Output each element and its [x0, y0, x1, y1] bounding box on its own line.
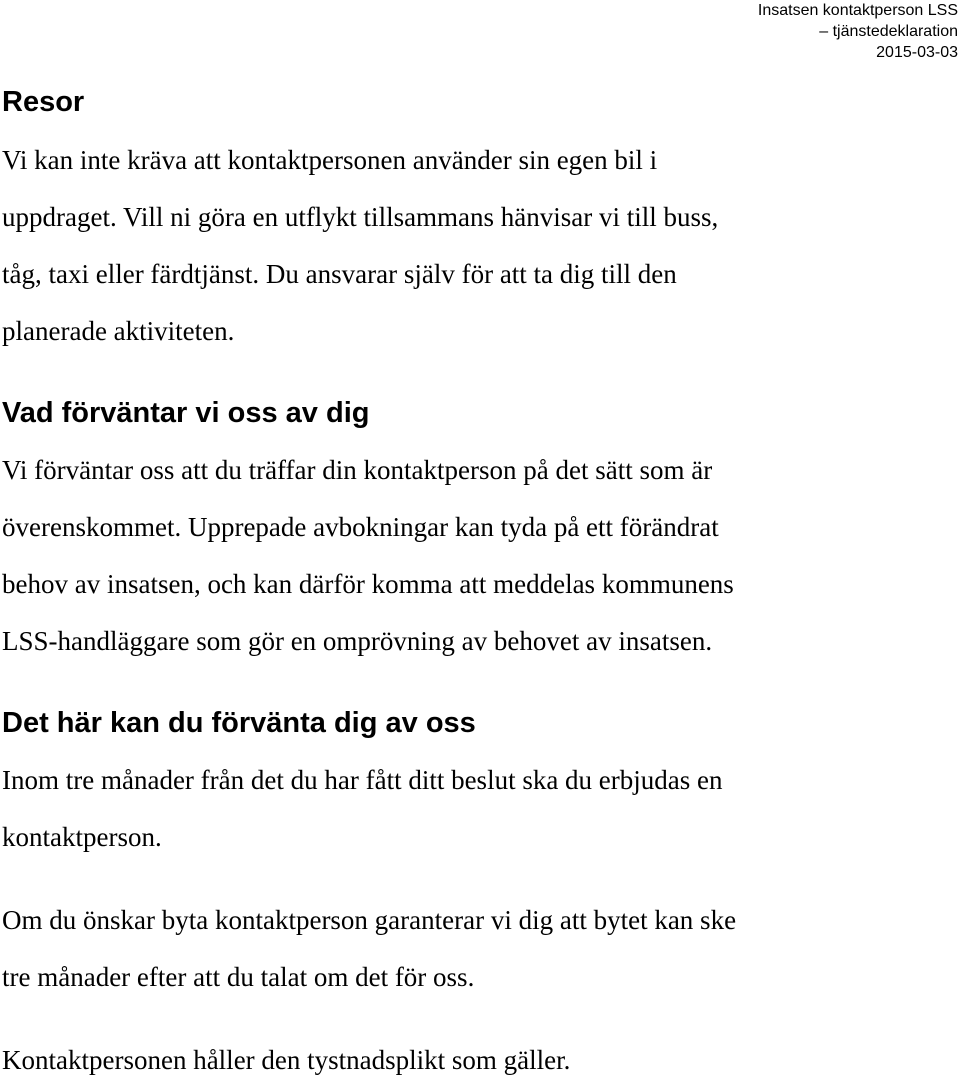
header-subtitle: – tjänstedeklaration	[819, 23, 958, 40]
section-heading-expectations-of-us: Det här kan du förvänta dig av oss	[2, 707, 476, 739]
text-line: Inom tre månader från det du har fått ditt beslut ska du erbjudas en	[2, 765, 723, 795]
text-line: överenskommet. Upprepade avbokningar kan tyda på ett förändrat	[2, 512, 719, 542]
paragraph-confidentiality	[2, 1032, 570, 1089]
text-line: Om du önskar byta kontaktperson garanterar vi dig att bytet kan ske	[2, 905, 737, 935]
document-header	[758, 0, 958, 63]
paragraph-resor	[2, 132, 718, 360]
paragraph-change-contact	[2, 892, 736, 1006]
header-title: Insatsen kontaktperson LSS	[757, 2, 958, 19]
section-heading-resor: Resor	[2, 86, 85, 118]
paragraph-offer-time	[2, 752, 723, 866]
text-line: planerade aktiviteten.	[2, 316, 235, 346]
paragraph-expectations-of-you	[2, 442, 734, 670]
header-date: 2015-03-03	[876, 44, 958, 61]
text-line: Kontaktpersonen håller den tystnadsplikt som gäller.	[2, 1045, 571, 1075]
text-line: Vi kan inte kräva att kontaktpersonen använder sin egen bil i	[2, 145, 658, 175]
text-line: behov av insatsen, och kan därför komma att meddelas kommunens	[2, 569, 734, 599]
text-line: Vi förväntar oss att du träffar din kontaktperson på det sätt som är	[2, 455, 713, 485]
text-line: kontaktperson.	[2, 822, 162, 852]
text-line: tre månader efter att du talat om det för oss.	[2, 962, 475, 992]
text-line: uppdraget. Vill ni göra en utflykt tillsammans hänvisar vi till buss,	[2, 202, 719, 232]
text-line: tåg, taxi eller färdtjänst. Du ansvarar själv för att ta dig till den	[2, 259, 677, 289]
section-heading-expectations-of-you: Vad förväntar vi oss av dig	[2, 397, 370, 429]
text-line: LSS-handläggare som gör en omprövning av behovet av insatsen.	[2, 626, 713, 656]
